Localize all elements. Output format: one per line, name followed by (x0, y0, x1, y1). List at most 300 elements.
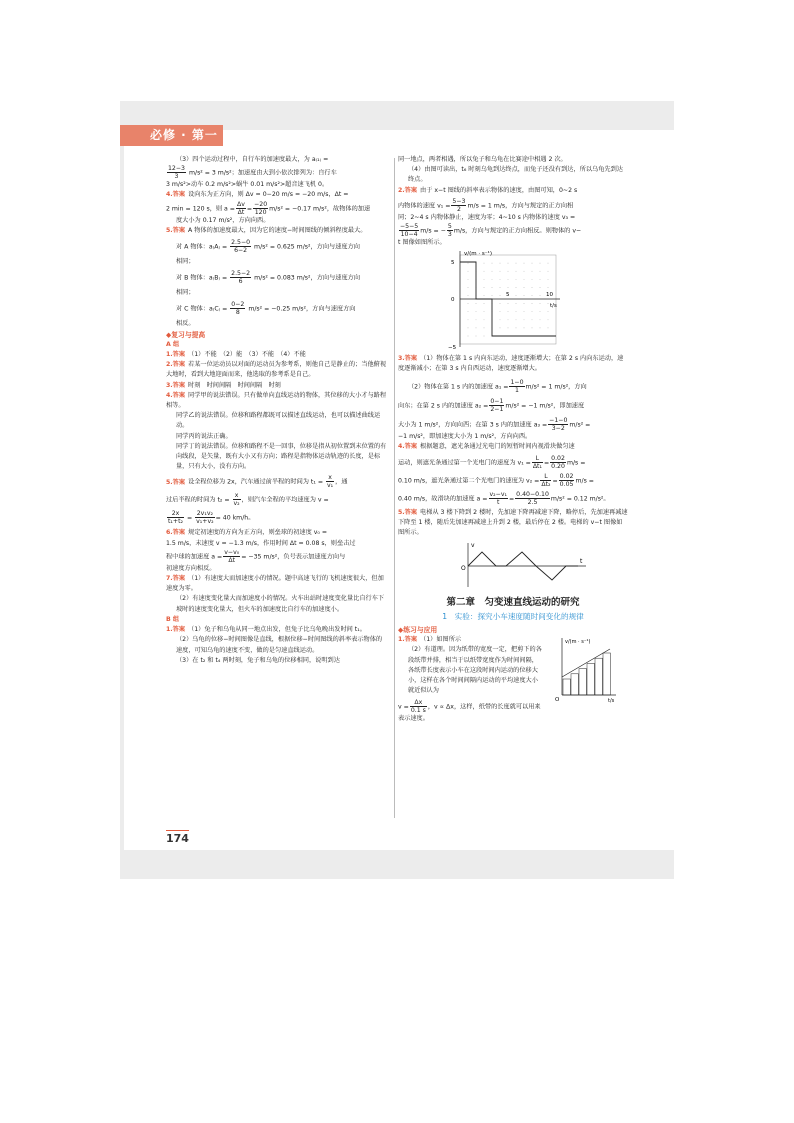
x-tick-label: 10 (546, 292, 553, 299)
grid-dot (484, 295, 485, 296)
text: m/s，方向与规定的正方向相反。则物体的 v− (453, 227, 582, 235)
grid-dot (532, 271, 533, 272)
grid-dot (524, 263, 525, 264)
text: m/s² = 0.12 m/s²。 (550, 495, 610, 503)
fraction (451, 198, 466, 213)
numerator: 2x (167, 510, 184, 518)
grid-dot (492, 263, 493, 264)
text: （1）不能 （2）能 （3）不能 （4）不能 (188, 351, 306, 359)
graph-grid (468, 263, 549, 337)
text: 对 B 物体：a (176, 274, 213, 282)
origin-label: O (555, 697, 560, 704)
number: 5. (166, 226, 173, 234)
text: v = (398, 703, 409, 711)
grid-dot (516, 279, 517, 280)
text: 大小为 1 m/s²，方向向西；在第 3 s 内的加速度 a₃ = (398, 421, 548, 429)
number: 5. (398, 509, 405, 517)
tape-strip (571, 674, 578, 695)
practice-answer-1 (398, 635, 544, 645)
answer-4 (166, 190, 388, 200)
text: 向东；在第 2 s 内的加速度 a₂ = (398, 402, 489, 410)
text: （2）有速度变化量大而加速度小的情况。火车出站时速度变化量比自行车下坡时的速度变化量大，但火车的加速度比自行车的加速度小。 (176, 595, 385, 613)
review-answer-4 (166, 391, 388, 411)
text: ，v ∝ Δx，这样，纸带的长度就可以用来表示速度。 (398, 703, 541, 723)
denominator: Δt (228, 556, 236, 564)
grid-dot (548, 328, 549, 329)
x-axis-label: t/s (608, 698, 615, 704)
fraction (195, 510, 214, 525)
numerator: −20 (254, 200, 268, 208)
text-line (398, 379, 628, 394)
fraction (540, 473, 551, 488)
denominator: 10−4 (400, 231, 418, 239)
text: 初速度方向相反。 (166, 564, 216, 572)
text: m/s² = 0.083 m/s²，方向与速度方向 (254, 274, 361, 282)
text: 相同； (176, 258, 195, 266)
grid-dot (468, 320, 469, 321)
text: 1.5 m/s，末速度 v = −1.3 m/s，作用时间 Δt = 0.08 s，则垒击过 (166, 539, 356, 547)
graph-frame (460, 255, 556, 344)
grid-dot (476, 336, 477, 337)
group-b-answer-1 (166, 625, 388, 635)
grid-dot (540, 271, 541, 272)
text: 3 m/s²>动车 0.2 m/s²>蜗牛 0.01 m/s²>超音速飞机 0。 (166, 181, 329, 189)
grid-dot (468, 328, 469, 329)
origin-label: O (461, 564, 466, 572)
tape-strip (587, 664, 594, 696)
text: 同学甲的说法错误。只有做单向直线运动的物体，其位移的大小才与路程相等。 (166, 391, 387, 410)
denominator: t (497, 499, 500, 507)
text: 0.10 m/s，遮光条通过第二个光电门的速度为 v₂ = (398, 477, 540, 485)
tape-strip (563, 679, 570, 695)
grid-dot (500, 279, 501, 280)
text: t 图像如图所示。 (398, 239, 446, 247)
text-line (166, 319, 388, 329)
group-b-heading: B 组 (166, 615, 180, 623)
grid-dot (540, 279, 541, 280)
text-line (166, 216, 388, 226)
fraction (399, 223, 419, 238)
grid-dot (532, 295, 533, 296)
lesson-title: 1 实验：探究小车速度随时间变化的规律 (442, 611, 584, 621)
number: 3. (398, 355, 405, 363)
text: m/s² = 1 m/s²，方向 (525, 383, 587, 391)
grid-dot (492, 271, 493, 272)
grid-dot (468, 295, 469, 296)
number: 7. (166, 575, 173, 583)
tape-strips (563, 653, 610, 695)
text-line (166, 442, 388, 473)
answer-label: 答案 (404, 355, 418, 363)
grid-dot (468, 336, 469, 337)
grid-dot (468, 303, 469, 304)
answer-label: 答案 (172, 351, 186, 359)
text: 由于 x−t 图线的斜率表示物体的速度，由图可知，0~2 s (420, 186, 578, 194)
number: 6. (166, 529, 173, 537)
text: （3）四个运动过程中，自行车的加速度最大，为 a (176, 156, 316, 163)
y-axis-label: v (471, 541, 475, 549)
numerator: x (233, 492, 241, 500)
grid-dot (500, 312, 501, 313)
numerator: 5−3 (452, 197, 466, 205)
text-line: 2 min = 120 s，则 a = $\frac{\Delta v}{\Delta t}$ = $\frac{-20}{120}$ m/s² = −0.17 m/s²，故物体的加速 (166, 200, 371, 216)
denominator: 3 (174, 173, 179, 181)
numerator: Δx (410, 699, 427, 707)
text: （2）乌龟的位移−时间图像是直线，根据位移−时间图线的斜率表示物体的速度，可知乌龟的速度不变，做的是匀速直线运动。 (176, 636, 383, 654)
answer-label: 答案 (172, 575, 186, 583)
text: 时刻 时间间隔 时间间隔 时刻 (188, 381, 281, 389)
y-axis-label: v/(m · s⁻¹) (565, 639, 591, 646)
answer-5 (166, 226, 388, 236)
grid-dot (548, 287, 549, 288)
grid-dot (500, 295, 501, 296)
text: m/s² = −0.17 m/s²，故物体的加速 (269, 205, 371, 213)
elevator-vt-graph (460, 540, 590, 590)
grid-dot (476, 328, 477, 329)
text: 同一地点，两者相遇，所以兔子和乌龟在比赛途中相遇 2 次。 (398, 156, 567, 163)
answer-2 (398, 186, 628, 196)
fraction (326, 474, 334, 489)
grid-dot (484, 328, 485, 329)
text: m/s = 1 m/s，方向与规定的正方向相 (467, 202, 574, 210)
review-answer-2 (166, 360, 388, 380)
denominator: 0.1 s (410, 707, 426, 715)
fraction (410, 699, 427, 714)
grid-dot (508, 303, 509, 304)
grid-dot (524, 303, 525, 304)
fraction (167, 165, 186, 180)
text-line (166, 594, 388, 614)
answer-label: 答案 (404, 509, 418, 517)
numerator: 0.02 (559, 473, 574, 481)
text: 电梯从 3 楼下降到 2 楼时，先加速下降再减速下降，略停后，先加速再减速下降至 1 楼，随后先加速再减速上升到 2 楼，最后停在 2 楼。电梯的 v−t 图像如图所示。 (398, 509, 628, 537)
text-line (166, 257, 388, 267)
grid-dot (508, 279, 509, 280)
grid-dot (484, 320, 485, 321)
grid-dot (540, 312, 541, 313)
vt-graph (438, 249, 563, 352)
grid-dot (484, 271, 485, 272)
text: m/s² = 3 m/s²；加速度由大到小依次排列为：自行车 (188, 169, 337, 177)
grid-dot (500, 303, 501, 304)
numerator: v−v₀ (224, 548, 240, 556)
grid-dot (540, 328, 541, 329)
text-line (398, 165, 628, 185)
number: 4. (166, 391, 173, 399)
denominator: v₁+v₂ (196, 518, 214, 526)
grid-dot (484, 336, 485, 337)
text: m/s² = (569, 421, 591, 429)
text-line (166, 656, 388, 666)
text: m/s² = 0.625 m/s²，方向与速度方向 (254, 243, 360, 251)
denominator: 2 (456, 205, 461, 213)
y-tick-label: 5 (451, 260, 455, 267)
grid-dot (548, 271, 549, 272)
text: 过后半程的时间为 t (166, 496, 220, 504)
grid-dot (476, 303, 477, 304)
text-line (166, 432, 388, 442)
number: 1. (398, 636, 405, 644)
grid-dot (548, 303, 549, 304)
answer-label: 答案 (172, 529, 186, 537)
grid-dot (468, 312, 469, 313)
grid-dot (548, 312, 549, 313)
fraction (230, 239, 251, 254)
text: 运动，则遮光条通过第一个光电门的速度为 v₁ = (398, 459, 531, 467)
text: 对 C 物体：a (176, 305, 213, 313)
number: 1. (166, 351, 173, 359)
denominator: 6−2 (234, 247, 248, 255)
numerator: 2.5−2 (231, 270, 251, 278)
grid-dot (532, 320, 533, 321)
y-tick-label: 0 (451, 297, 455, 304)
text: （3）在 t₂ 和 t₄ 两时刻，兔子和乌龟的位移相同，说明到达 (176, 656, 340, 664)
grid-dot (500, 263, 501, 264)
answer-label: 答案 (172, 626, 186, 634)
numerator: 0.40−0.10 (516, 491, 549, 499)
grid-dot (524, 320, 525, 321)
grid-dot (516, 303, 517, 304)
denominator: v₁ (326, 482, 334, 490)
grid-dot (532, 303, 533, 304)
text-line: $\frac{2x}{\text{t₁+t₂}}$ = $\frac{\text{2v₁v₂}}{\text{v₁+v₂}}$ = 40 km/h。 (168, 510, 255, 526)
text: 度大小为 0.17 m/s²，方向向西。 (176, 216, 270, 224)
grid-dot (484, 312, 485, 313)
text-line (166, 635, 388, 655)
grid-dot (524, 312, 525, 313)
text: 相反。 (176, 320, 195, 328)
fraction (447, 223, 453, 238)
grid-dot (540, 263, 541, 264)
review-answer-3 (166, 381, 388, 391)
text: 同学丁的说法错误。位移和路程不是一回事，位移是指从初位置到末位置的有向线段，是矢量，既有大小又有方向；路程是指物体运动轨迹的长度，是标量，只有大小，没有方向。 (176, 442, 387, 471)
denominator: v₂ (233, 500, 240, 508)
text: （1）兔子和乌龟从同一地点出发，但兔子比乌龟晚出发时间 t₁。 (188, 626, 366, 634)
text: m/s = (566, 459, 586, 467)
grid-dot (508, 328, 509, 329)
text-line (398, 155, 628, 165)
grid-dot (548, 263, 549, 264)
answer-label: 答案 (172, 381, 186, 389)
text: m/s = (575, 477, 594, 485)
text: 0.40 m/s，故滑块的加速度 a = (398, 495, 488, 503)
denominator: 3−2 (551, 424, 565, 432)
numerator: 12−3 (168, 165, 185, 173)
grid-dot (548, 320, 549, 321)
grid-dot (524, 295, 525, 296)
text-line (166, 180, 388, 190)
numerator: 1−0 (510, 378, 524, 386)
left-column (166, 155, 388, 666)
text-line (166, 165, 388, 180)
text: A 物体的加速度最大，因为它的速度−时间图线的倾斜程度最大。 (188, 226, 367, 234)
numerator: Δv (236, 200, 245, 208)
denominator: 120 (254, 208, 267, 216)
numerator: v₂−v₁ (489, 491, 507, 499)
group-a-heading: A 组 (166, 340, 180, 348)
number: 4. (398, 442, 405, 450)
section-heading-practice: ◆练习与应用 (398, 626, 438, 635)
grid-dot (508, 263, 509, 264)
header-tab-label: 必修 · 第一册 (150, 128, 218, 163)
answer-label: 答案 (172, 361, 186, 369)
text-line (398, 198, 628, 213)
text-line (398, 417, 628, 432)
review-answer-5: 5.答案 设全程位移为 2x，汽车通过前半程的时间为 t₁ = $\frac{x}{\text{v₁}}$ ，通 (166, 474, 348, 490)
answer-label: 答案 (404, 636, 418, 644)
grid-dot (532, 287, 533, 288)
numerator: −5−5 (400, 223, 419, 231)
text: ，则汽车全程的平均速度为 v = (241, 496, 329, 504)
grid-dot (508, 312, 509, 313)
text: = 40 km/h。 (215, 514, 255, 522)
fraction (233, 492, 241, 507)
x-tick-label: 5 (506, 292, 510, 299)
grid-dot (484, 263, 485, 264)
answer-4 (398, 442, 628, 452)
text-line: 对 B 物体：a₍B₎ = $\frac{2.5-2}{6}$ m/s² = 0.083 m/s²，方向与速度方向 (176, 270, 361, 286)
grid-dot (492, 287, 493, 288)
fraction (167, 510, 184, 525)
grid-dot (476, 320, 477, 321)
grid-dot (532, 328, 533, 329)
number: 2. (166, 361, 173, 369)
text: 同学乙的说法错误。位移和路程都既可以描述直线运动，也可以描述曲线运动。 (176, 412, 381, 430)
text-line (398, 432, 628, 442)
text: −1 m/s²，即加速度大小为 1 m/s²，方向向西。 (398, 432, 532, 440)
text-line: （3）四个运动过程中，自行车的加速度最大，为 a₍₁₎ = (176, 156, 329, 163)
tape-strip (579, 669, 586, 695)
fraction (550, 455, 566, 470)
answer-label: 答案 (172, 391, 186, 399)
numerator: 0−1 (490, 397, 504, 405)
fraction (509, 379, 524, 394)
grid-dot (532, 263, 533, 264)
text: （1）物体在第 1 s 内向东运动，速度逐渐增大；在第 2 s 内向东运动，速度逐渐减小；在第 3 s 内自西运动，速度逐渐增大。 (398, 355, 624, 373)
text-line: 对 C 物体：a₍C₎ = $\frac{0-2}{8}$ m/s² = −0.25 m/s²，方向与速度方向 (176, 301, 356, 317)
number: 5. (166, 478, 173, 486)
text: 同学丙的说法正确。 (176, 432, 232, 440)
text: 规定初速度的方向为正方向，则垒球的初速度 v₀ = (188, 529, 328, 537)
text: （4）由图可读出，t₆ 时刻乌龟到达终点，而兔子还没有到达，所以乌龟先到达终点。 (408, 166, 623, 184)
text: 设全程位移为 2x，汽车通过前半程的时间为 t (188, 478, 314, 486)
text: 同；2~4 s 内物体静止，速度为零；4~10 s 内物体的速度 v₃ = (398, 213, 576, 221)
grid-dot (524, 287, 525, 288)
grid-dot (516, 312, 517, 313)
tape-graph (554, 635, 618, 703)
denominator: 0.20 (551, 463, 565, 471)
fraction (489, 491, 508, 506)
numerator: 2v₁v₂ (196, 510, 213, 518)
x-axis-label: t/s (550, 303, 557, 310)
column-divider (394, 158, 395, 818)
text: （1）如图所示 (420, 636, 462, 644)
fraction (489, 398, 504, 413)
numerator: x (326, 474, 334, 482)
grid-dot (540, 320, 541, 321)
tape-strip (603, 653, 610, 695)
text: 根据题意，遮光条通过光电门的短暂时间内视滑块做匀速 (420, 442, 575, 450)
text-line (166, 549, 388, 564)
grid-dot (540, 287, 541, 288)
answer-3 (398, 354, 628, 374)
text: 相同； (176, 289, 195, 297)
denominator: 1 (515, 386, 519, 394)
grid-dot (540, 303, 541, 304)
grid-dot (516, 328, 517, 329)
grid-dot (468, 279, 469, 280)
grid-dot (468, 263, 469, 264)
text: （1）有速度大而加速度小的情况。题中高速飞行的飞机速度很大，但加速度为零。 (166, 575, 384, 593)
grid-dot (508, 271, 509, 272)
grid-dot (484, 279, 485, 280)
review-answer-1 (166, 350, 388, 360)
denominator: 2.5 (527, 499, 538, 507)
denominator: 6 (238, 278, 243, 286)
number: 3. (166, 381, 173, 389)
grid-dot (516, 287, 517, 288)
practice-text (398, 635, 544, 724)
text-line (166, 539, 388, 549)
denominator: Δt₂ (541, 481, 551, 489)
answer-label: 答案 (404, 442, 418, 450)
text-line (398, 398, 628, 413)
grid-dot (532, 279, 533, 280)
text-line (398, 223, 628, 238)
fraction (253, 201, 268, 216)
grid-dot (500, 320, 501, 321)
text-line (166, 411, 388, 431)
text-line: 过后半程的时间为 t₂ = $\frac{x}{\text{v₂}}$ ，则汽车全程的平均速度为 v = (166, 492, 329, 508)
text: 设向东为正方向，则 Δv = 0−20 m/s = −20 m/s，Δt = (188, 191, 349, 199)
page-number: 174 (166, 832, 189, 845)
grid-dot (484, 303, 485, 304)
grid-dot (524, 328, 525, 329)
review-answer-6 (166, 528, 388, 538)
numerator: −1−0 (549, 416, 568, 424)
text: 2 min = 120 s，则 a = (166, 205, 235, 213)
denominator: 8 (235, 309, 240, 317)
grid-dot (500, 287, 501, 288)
number: 4. (166, 191, 173, 199)
denominator: Δt (237, 208, 245, 216)
text-line: 运动，则遮光条通过第一个光电门的速度为 v₁ = $\frac{L}{\text{Δt₁}}$ = $\frac{0.02}{0.20}$ m/s = (398, 455, 586, 471)
grid-dot (540, 295, 541, 296)
text: （2）有道理。因为纸带的宽度一定，把剪下的各段纸带并排，相当于以纸带宽度作为时间间隔，各纸带长度表示小车在这段时间内运动的位移大小，这样在各个时间间隔内运动的平均速度大小就近似认为 (408, 646, 542, 695)
grid-dot (468, 271, 469, 272)
grid-dot (516, 320, 517, 321)
practice-block (398, 635, 628, 724)
fraction (548, 417, 568, 432)
denominator: 3 (447, 231, 452, 239)
denominator: 2−1 (490, 405, 504, 413)
text: 程中球的加速度 a = (166, 553, 223, 561)
grid-dot (500, 328, 501, 329)
text-line: 0.10 m/s，遮光条通过第二个光电门的速度为 v₂ = $\frac{L}{\text{Δt₂}}$ = $\frac{0.02}{0.05}$ m/s = (398, 473, 594, 489)
numerator: 2.5−0 (231, 239, 251, 247)
text: （2）物体在第 1 s 内的加速度 a₁ = (408, 383, 509, 391)
text-line (398, 238, 628, 248)
y-axis-label: v/(m · s⁻¹) (464, 251, 492, 258)
number: 1. (166, 626, 173, 634)
grid-dot (548, 279, 549, 280)
text-line (166, 564, 388, 574)
header-tab (120, 125, 223, 163)
answer-label: 答案 (172, 226, 186, 234)
text-line (398, 645, 544, 696)
answer-label: 答案 (404, 186, 418, 194)
numerator: L (532, 455, 543, 463)
